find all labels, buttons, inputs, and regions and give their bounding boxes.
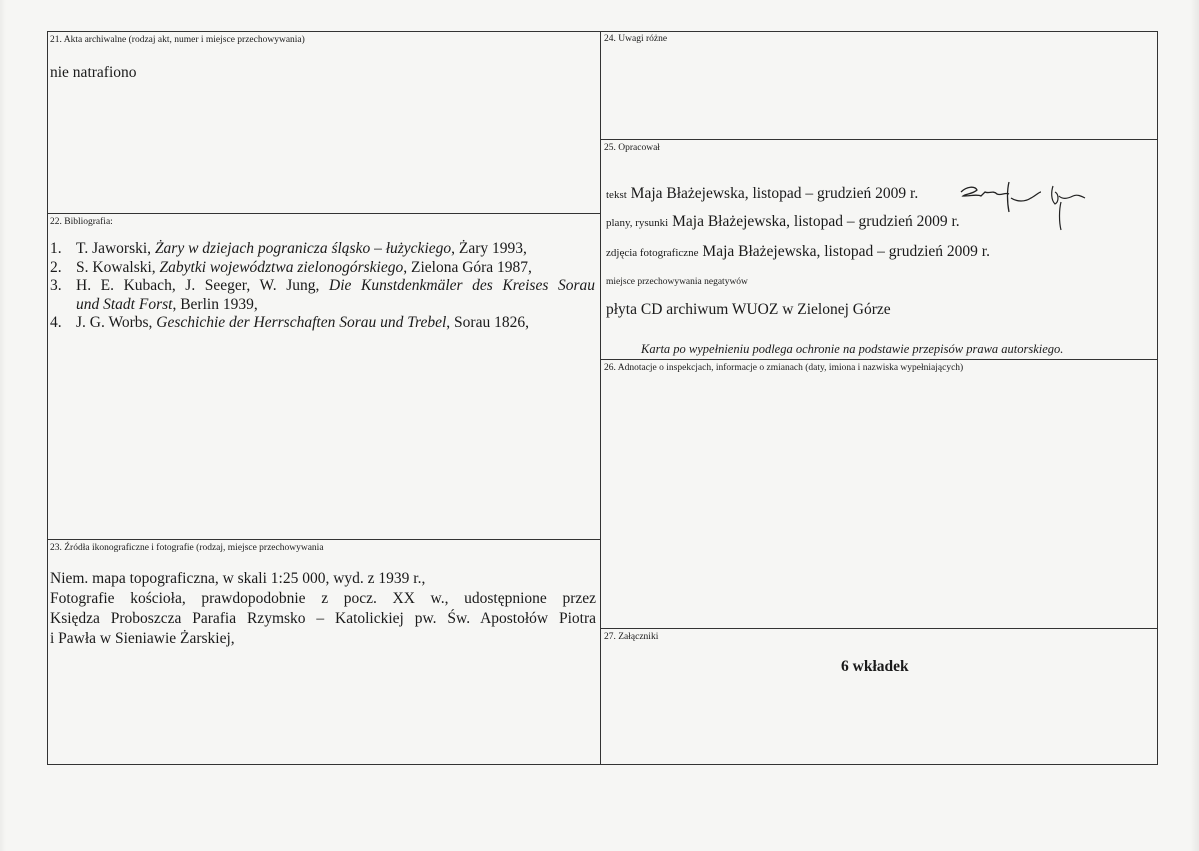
zdjecia-row — [606, 243, 990, 262]
divider-25-26 — [600, 359, 1158, 360]
bibliography-authors: H. E. Kubach, J. Seeger, W. Jung, — [76, 277, 329, 294]
bibliography-item — [50, 314, 595, 333]
bibliography-rest: , Sorau 1826, — [446, 314, 529, 331]
plany-value: Maja Błażejewska, listopad – grudzień 2009 r. — [672, 213, 960, 230]
divider-26-27 — [600, 628, 1158, 629]
section-21-label: 21. Akta archiwalne (rodzaj akt, numer i miejsce przechowywania) — [50, 35, 305, 45]
bibliography-rest: , Zielona Góra 1987, — [403, 258, 532, 276]
section-24-label: 24. Uwagi różne — [604, 34, 668, 44]
form-frame — [47, 31, 1158, 765]
tekst-label: tekst — [606, 189, 627, 201]
negatywy-value: płyta CD archiwum WUOZ w Zielonej Górze — [606, 301, 891, 318]
zdjecia-value: Maja Błażejewska, listopad – grudzień 2009 r. — [702, 243, 990, 260]
signature — [955, 178, 1095, 238]
section-23-label: 23. Źródła ikonograficzne i fotografie (rodzaj, miejsce przechowywania — [50, 543, 324, 553]
bibliography-number: 1. — [50, 240, 62, 257]
bibliography-list — [50, 240, 595, 333]
bibliography-number: 4. — [50, 314, 62, 331]
bibliography-authors: S. Kowalski, — [76, 258, 160, 276]
section-23-line-4: i Pawła w Sieniawie Żarskiej, — [50, 630, 235, 647]
copyright-note: Karta po wypełnieniu podlega ochronie na podstawie przepisów prawa autorskiego. — [641, 342, 1064, 356]
bibliography-item — [50, 259, 595, 278]
section-23-line-1: Niem. mapa topograficzna, w skali 1:25 000, wyd. z 1939 r., — [50, 570, 426, 587]
section-23-line-3: Księdza Proboszcza Parafia Rzymsko – Katolickiej pw. Św. Apostołów Piotra — [50, 610, 596, 627]
section-25-label: 25. Opracował — [604, 143, 660, 153]
plany-row — [606, 213, 960, 232]
bibliography-title-continued: und Stadt Forst — [76, 295, 173, 313]
bibliography-item — [50, 240, 595, 259]
bibliography-title: Geschichie der Herrschaften Sorau und Trebel — [156, 314, 447, 331]
section-22-label: 22. Bibliografia: — [50, 217, 113, 227]
zdjecia-label: zdjęcia fotograficzne — [606, 247, 699, 259]
bibliography-number: 2. — [50, 258, 62, 276]
section-27-label: 27. Załączniki — [604, 632, 659, 642]
divider-24-25 — [600, 139, 1158, 140]
bibliography-rest: , Berlin 1939, — [172, 295, 258, 313]
negatywy-label: miejsce przechowywania negatywów — [606, 277, 748, 287]
bibliography-title: Die Kunstdenkmäler des Kreises Sorau — [329, 277, 595, 294]
plany-label: plany, rysunki — [606, 217, 669, 229]
bibliography-authors: T. Jaworski, — [76, 240, 155, 257]
section-27-content: 6 wkładek — [841, 658, 909, 675]
tekst-value: Maja Błażejewska, listopad – grudzień 2009 r. — [630, 185, 919, 202]
bibliography-title: Zabytki województwa zielonogórskiego — [159, 258, 404, 276]
bibliography-rest: , Żary 1993, — [451, 240, 527, 257]
section-26-label: 26. Adnotacje o inspekcjach, informacje o zmianach (daty, imiona i nazwiska wypełniających) — [604, 363, 964, 373]
divider-22-23 — [47, 539, 601, 540]
tekst-row — [606, 185, 918, 204]
column-divider — [600, 31, 601, 765]
bibliography-number: 3. — [50, 277, 62, 294]
divider-21-22 — [47, 213, 601, 214]
section-21-content: nie natrafiono — [50, 64, 137, 81]
section-23-line-2: Fotografie kościoła, prawdopodobnie z pocz. XX w., udostępnione przez — [50, 590, 596, 607]
bibliography-title: Żary w dziejach pogranicza śląsko – łużyckiego — [154, 240, 452, 257]
bibliography-item — [50, 277, 595, 314]
bibliography-authors: J. G. Worbs, — [76, 314, 157, 331]
